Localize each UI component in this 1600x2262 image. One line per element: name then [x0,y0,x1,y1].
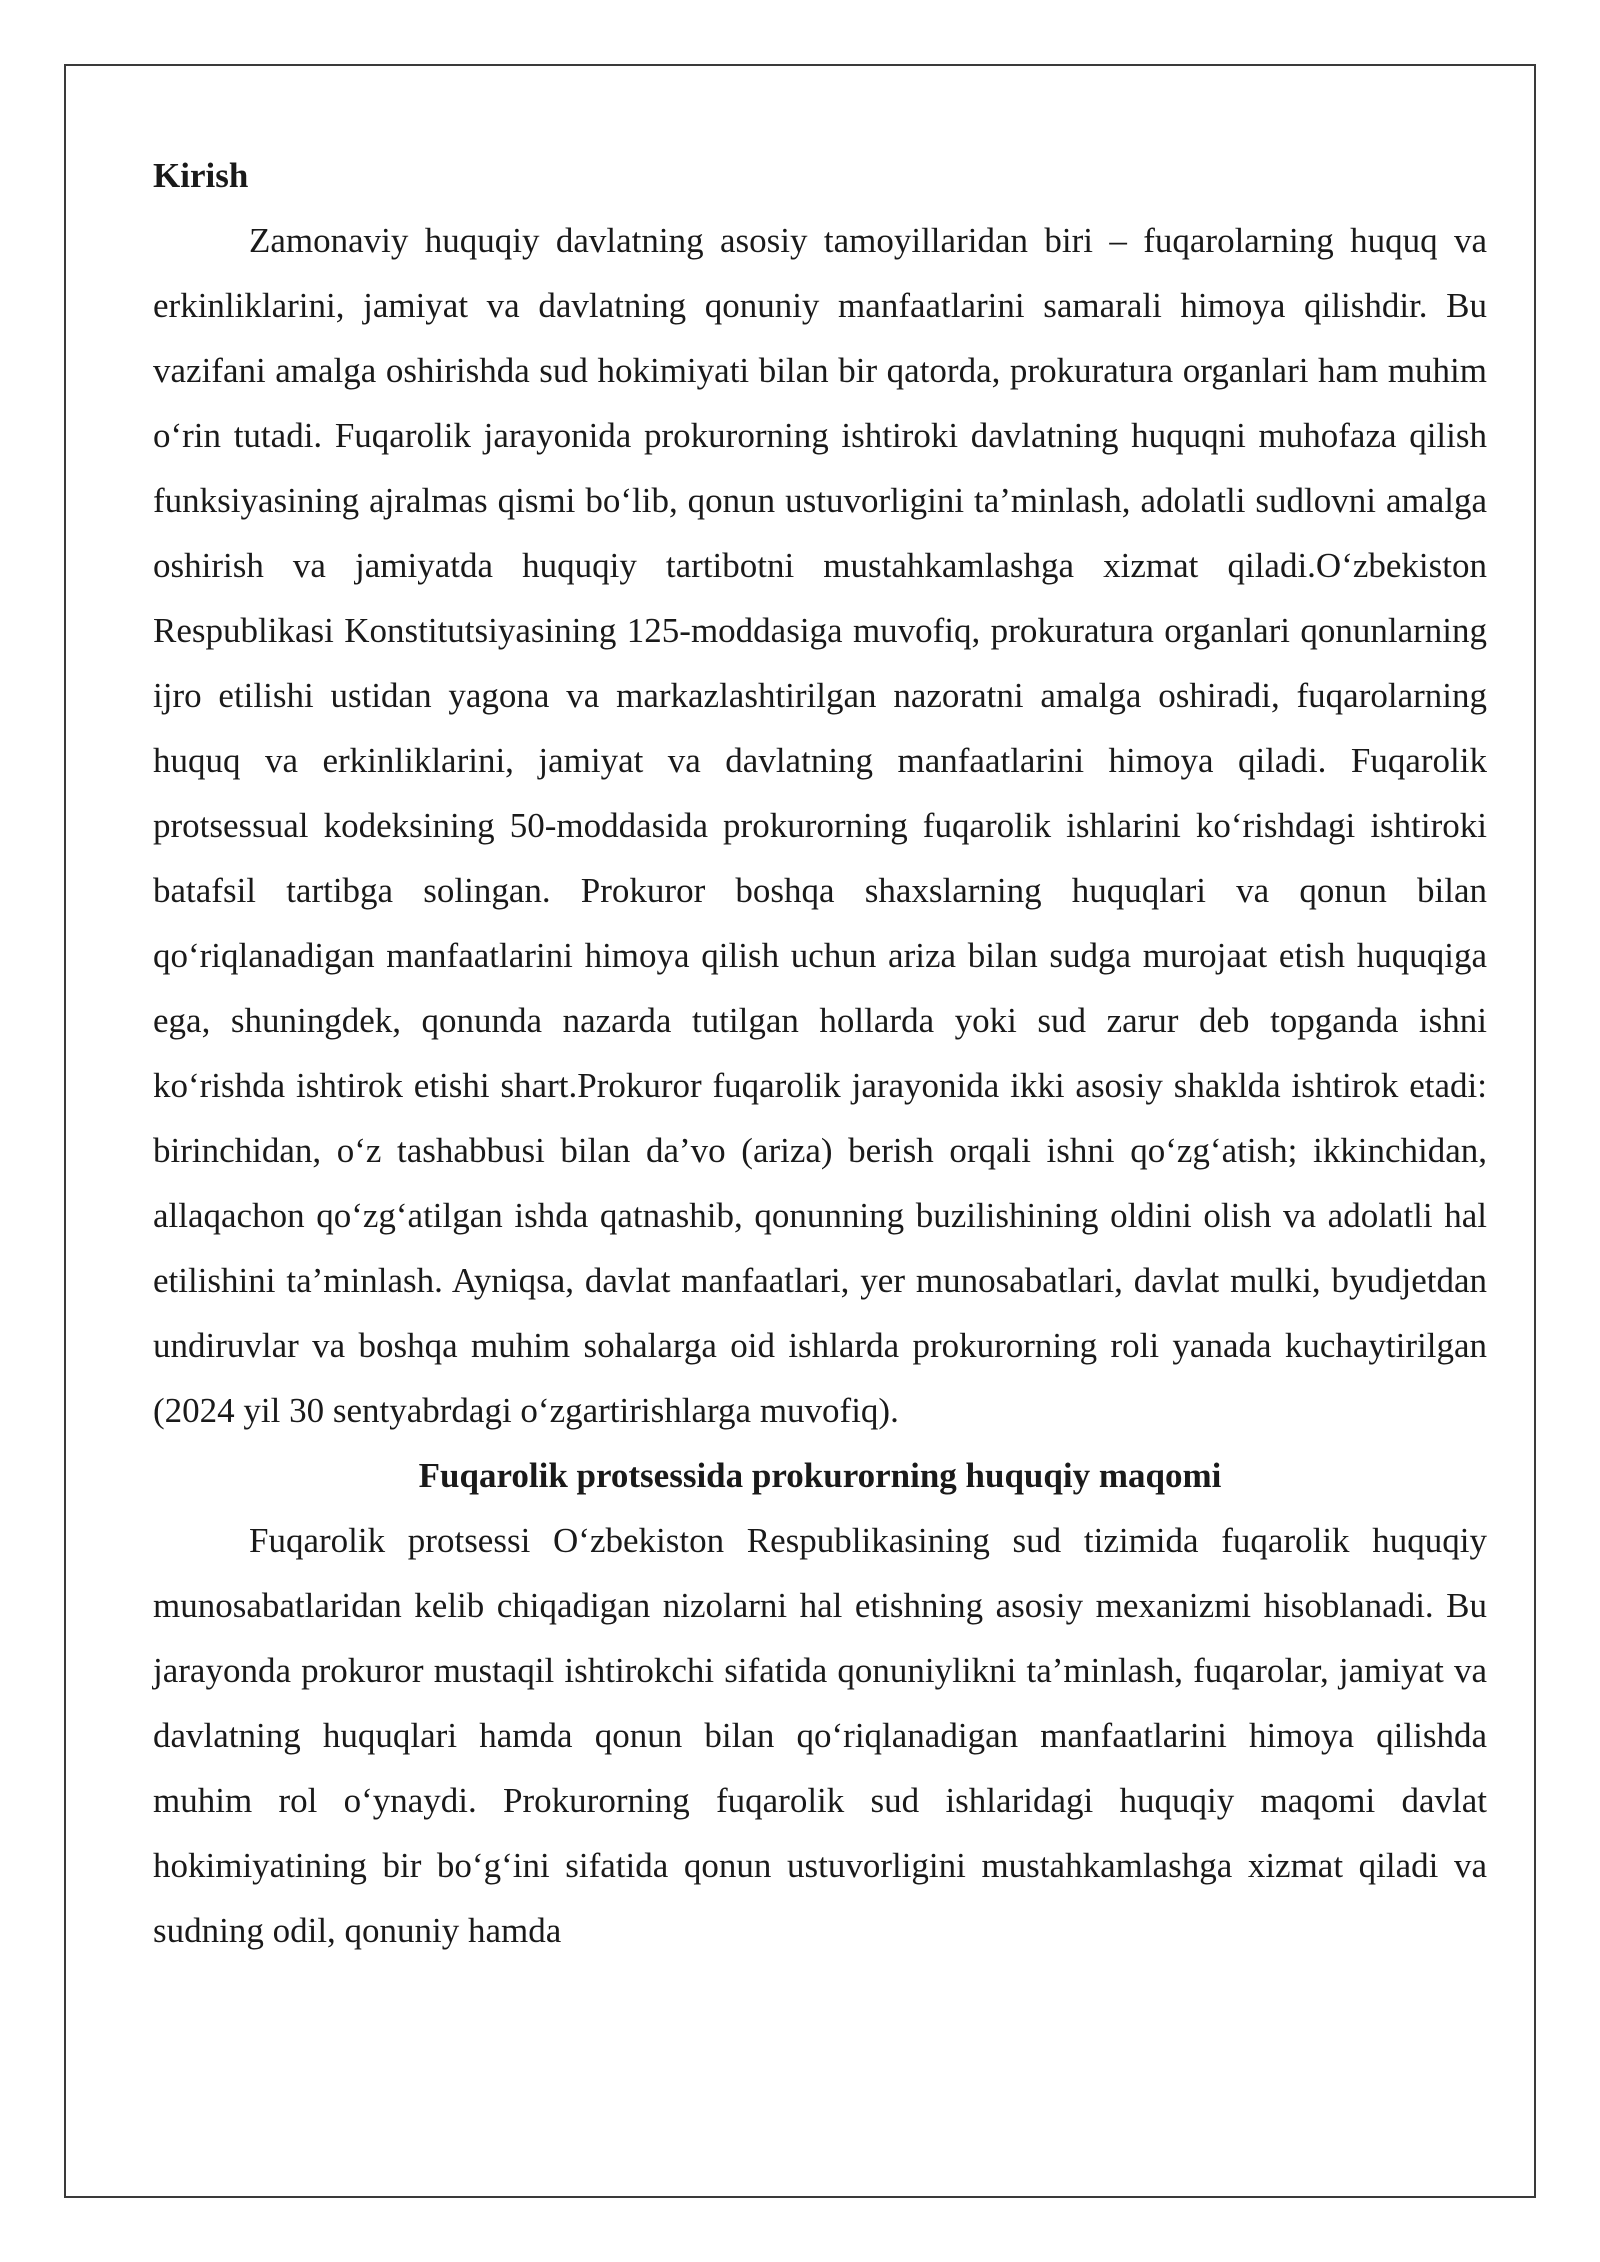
legal-status-paragraph: Fuqarolik protsessi O‘zbekiston Respublikasining sud tizimida fuqarolik huquqiy munosabatlaridan kelib chiqadigan nizolarni hal etishning asosiy mexanizmi hisoblanadi. Bu jarayonda prokuror mustaqil ishtirokchi sifatida qonuniylikni ta’minlash, fuqarolar, jamiyat va davlatning huquqlari hamda qonun bilan qo‘riqlanadigan manfaatlarini himoya qilishda muhim rol o‘ynaydi. Prokurorning fuqarolik sud ishlaridagi huquqiy maqomi davlat hokimiyatining bir bo‘g‘ini sifatida qonun ustuvorligini mustahkamlashga xizmat qiladi va sudning odil, qonuniy hamda [153,1521,1487,1950]
section-heading-legal-status: Fuqarolik protsessida prokurorning huquqiy maqomi [418,1456,1222,1495]
intro-paragraph: Zamonaviy huquqiy davlatning asosiy tamoyillaridan biri – fuqarolarning huquq va erkinliklarini, jamiyat va davlatning qonuniy manfaatlarini samarali himoya qilishdir. Bu vazifani amalga oshirishda sud hokimiyati bilan bir qatorda, prokuratura organlari ham muhim o‘rin tutadi. Fuqarolik jarayonida prokurorning ishtiroki davlatning huquqni muhofaza qilish funksiyasining ajralmas qismi bo‘lib, qonun ustuvorligini ta’minlash, adolatli sudlovni amalga oshirish va jamiyatda huquqiy tartibotni mustahkamlashga xizmat qiladi.O‘zbekiston Respublikasi Konstitutsiyasining 125-moddasiga muvofiq, prokuratura organlari qonunlarning ijro etilishi ustidan yagona va markazlashtirilgan nazoratni amalga oshiradi, fuqarolarning huquq va erkinliklarini, jamiyat va davlatning manfaatlarini himoya qiladi. Fuqarolik protsessual kodeksining 50-moddasida prokurorning fuqarolik ishlarini ko‘rishdagi ishtiroki batafsil tartibga solingan. Prokuror boshqa shaxslarning huquqlari va qonun bilan qo‘riqlanadigan manfaatlarini himoya qilish uchun ariza bilan sudga murojaat etish huquqiga ega, shuningdek, qonunda nazarda tutilgan hollarda yoki sud zarur deb topganda ishni ko‘rishda ishtirok etishi shart.Prokuror fuqarolik jarayonida ikki asosiy shaklda ishtirok etadi: birinchidan, o‘z tashabbusi bilan da’vo (ariza) berish orqali ishni qo‘zg‘atish; ikkinchidan, allaqachon qo‘zg‘atilgan ishda qatnashib, qonunning buzilishining oldini olish va adolatli hal etilishini ta’minlash. Ayniqsa, davlat manfaatlari, yer munosabatlari, davlat mulki, byudjetdan undiruvlar va boshqa muhim sohalarga oid ishlarda prokurorning roli yanada kuchaytirilgan (2024 yil 30 sentyabrdagi o‘zgartirishlarga muvofiq). [153,221,1487,1430]
section-heading-kirish: Kirish [153,156,249,195]
document-body [153,143,1487,1963]
